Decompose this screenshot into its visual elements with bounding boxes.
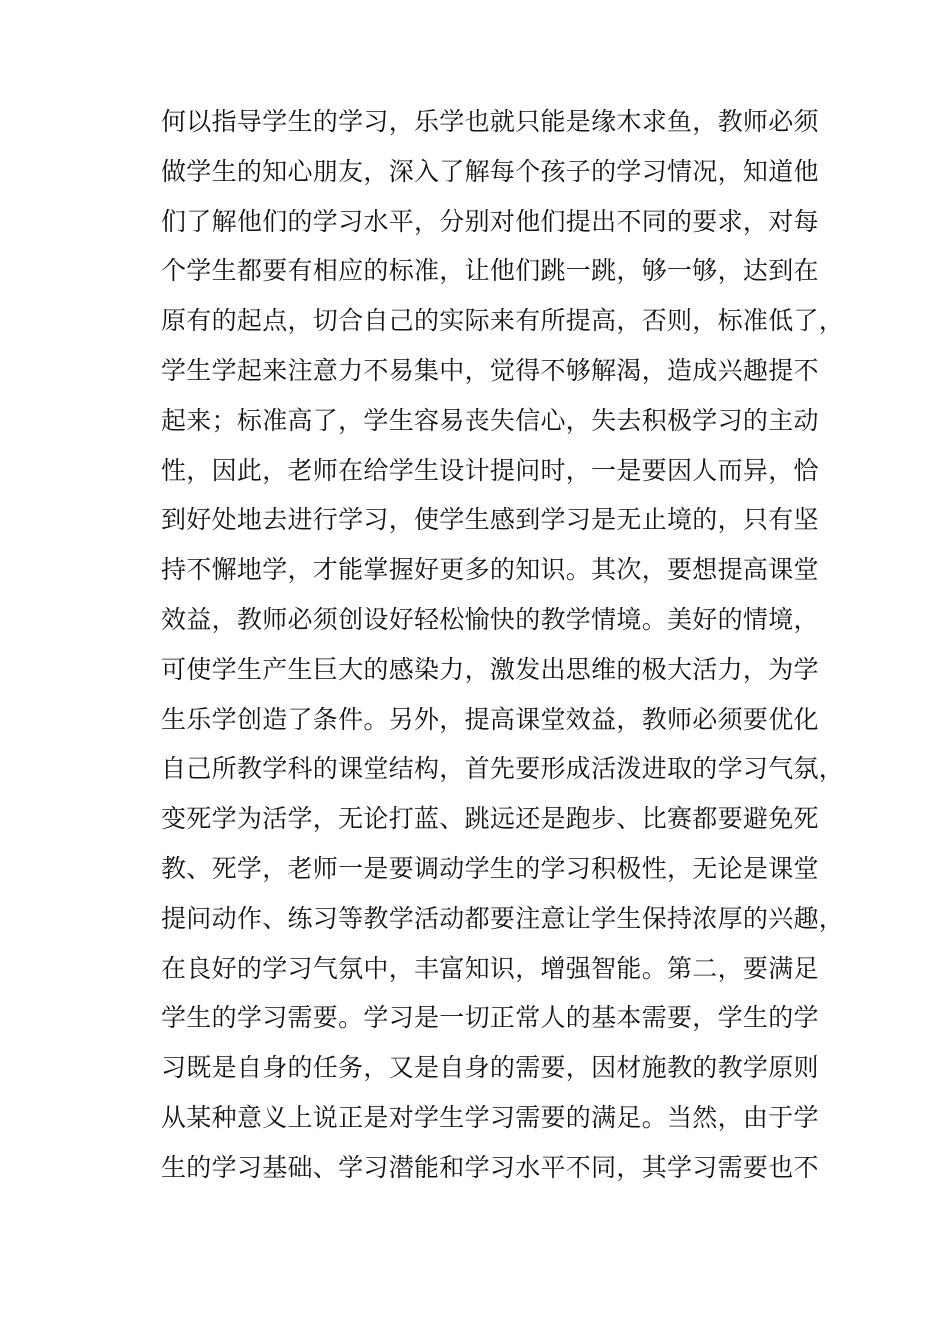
text-line: 起来；标准高了，学生容易丧失信心，失去积极学习的主动: [161, 405, 819, 435]
body-text: [161, 97, 845, 1193]
text-line: 效益，教师必须创设好轻松愉快的教学情境。美好的情境，: [161, 604, 819, 634]
text-line: 持不懈地学，才能掌握好更多的知识。其次，要想提高课堂: [161, 555, 819, 585]
text-line: 学生学起来注意力不易集中，觉得不够解渴，造成兴趣提不: [161, 355, 819, 385]
text-line: 到好处地去进行学习，使学生感到学习是无止境的，只有坚: [161, 505, 819, 535]
text-line: 学生的学习需要。学习是一切正常人的基本需要，学生的学: [161, 1003, 819, 1033]
text-line: 们了解他们的学习水平，分别对他们提出不同的要求，对每: [161, 206, 819, 236]
text-line: 教、死学，老师一是要调动学生的学习积极性，无论是课堂: [161, 853, 819, 883]
text-line: 变死学为活学，无论打蓝、跳远还是跑步、比赛都要避免死: [161, 804, 819, 834]
text-line: 提问动作、练习等教学活动都要注意让学生保持浓厚的兴趣，: [161, 903, 845, 933]
text-line: 在良好的学习气氛中，丰富知识，增强智能。第二，要满足: [161, 953, 819, 983]
text-line: 习既是自身的任务，又是自身的需要，因材施教的教学原则: [161, 1053, 819, 1083]
text-line: 从某种意义上说正是对学生学习需要的满足。当然，由于学: [161, 1102, 819, 1132]
text-line: 原有的起点，切合自己的实际来有所提高，否则，标准低了，: [161, 306, 845, 336]
text-line: 生的学习基础、学习潜能和学习水平不同，其学习需要也不: [161, 1152, 819, 1182]
text-line: 性，因此，老师在给学生设计提问时，一是要因人而异，恰: [161, 455, 819, 485]
text-line: 可使学生产生巨大的感染力，激发出思维的极大活力，为学: [161, 654, 819, 684]
text-line: 生乐学创造了条件。另外，提高课堂效益，教师必须要优化: [161, 704, 819, 734]
text-line: 做学生的知心朋友，深入了解每个孩子的学习情况，知道他: [161, 156, 819, 186]
text-line: 个学生都要有相应的标准，让他们跳一跳，够一够，达到在: [161, 256, 819, 286]
text-line: 何以指导学生的学习，乐学也就只能是缘木求鱼，教师必须: [161, 107, 819, 136]
text-line: 自己所教学科的课堂结构，首先要形成活泼进取的学习气氛，: [161, 754, 845, 784]
